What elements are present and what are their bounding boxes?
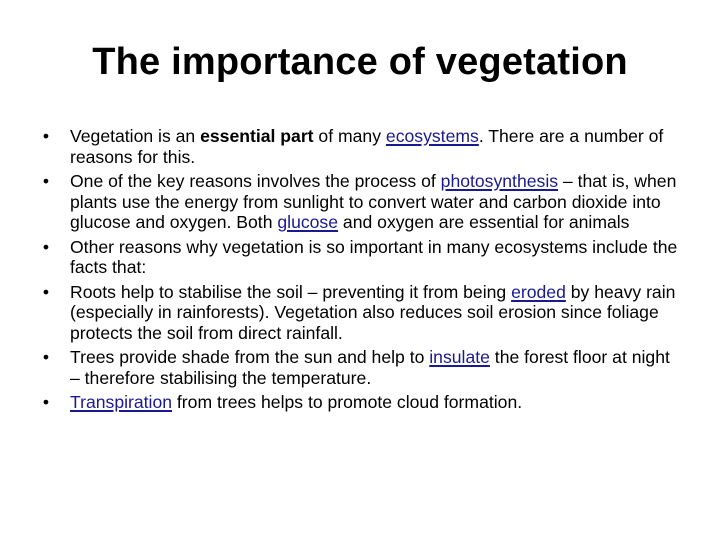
bullet-item xyxy=(38,347,678,388)
link-insulate[interactable]: insulate xyxy=(429,347,490,367)
bullet-text: Roots help to stabilise the soil – preventing it from being xyxy=(70,281,512,302)
bullet-text: from trees helps to promote cloud formation. xyxy=(172,392,523,412)
bullet-dot: • xyxy=(42,236,50,257)
bullet-text: of many xyxy=(313,126,386,146)
bullet-text: by heavy rain (especially in rainforests). Vegetation also reduces soil erosion since foliage protects the soil from direct rainfall. xyxy=(70,281,676,343)
link-eroded[interactable]: eroded xyxy=(511,281,566,302)
bullet-item xyxy=(38,282,678,344)
link-transpiration[interactable]: Transpiration xyxy=(70,392,173,412)
link-ecosystems[interactable]: ecosystems xyxy=(385,126,479,146)
bullet-item xyxy=(38,237,678,278)
bullet-dot: • xyxy=(42,281,50,302)
bullet-text: and oxygen are essential for animals xyxy=(338,212,630,232)
bullet-dot: • xyxy=(42,171,50,191)
bullet-text: Vegetation is an xyxy=(70,126,201,146)
bullet-item xyxy=(38,392,678,413)
bullet-dot: • xyxy=(42,126,50,146)
bold-text: essential part xyxy=(200,126,314,146)
bullet-item xyxy=(38,171,678,233)
bullet-text: – that is, when plants use the energy from sunlight to convert water and carbon dioxide into glucose and oxygen. Both xyxy=(70,171,677,232)
bullet-text: Other reasons why vegetation is so important in many ecosystems include the facts that: xyxy=(70,236,678,277)
bullet-list xyxy=(38,126,678,417)
bullet-text: . There are a number of reasons for this. xyxy=(70,126,664,167)
bullet-dot: • xyxy=(42,347,50,367)
bullet-dot: • xyxy=(42,392,50,412)
bullet-text: One of the key reasons involves the process of xyxy=(70,171,441,191)
bullet-text: the forest floor at night – therefore stabilising the temperature. xyxy=(70,347,670,388)
slide-title: The importance of vegetation xyxy=(92,41,628,83)
bullet-text: Trees provide shade from the sun and help to xyxy=(70,347,430,367)
link-glucose[interactable]: glucose xyxy=(277,212,339,232)
link-photosynthesis[interactable]: photosynthesis xyxy=(440,171,559,191)
bullet-item xyxy=(38,126,678,167)
